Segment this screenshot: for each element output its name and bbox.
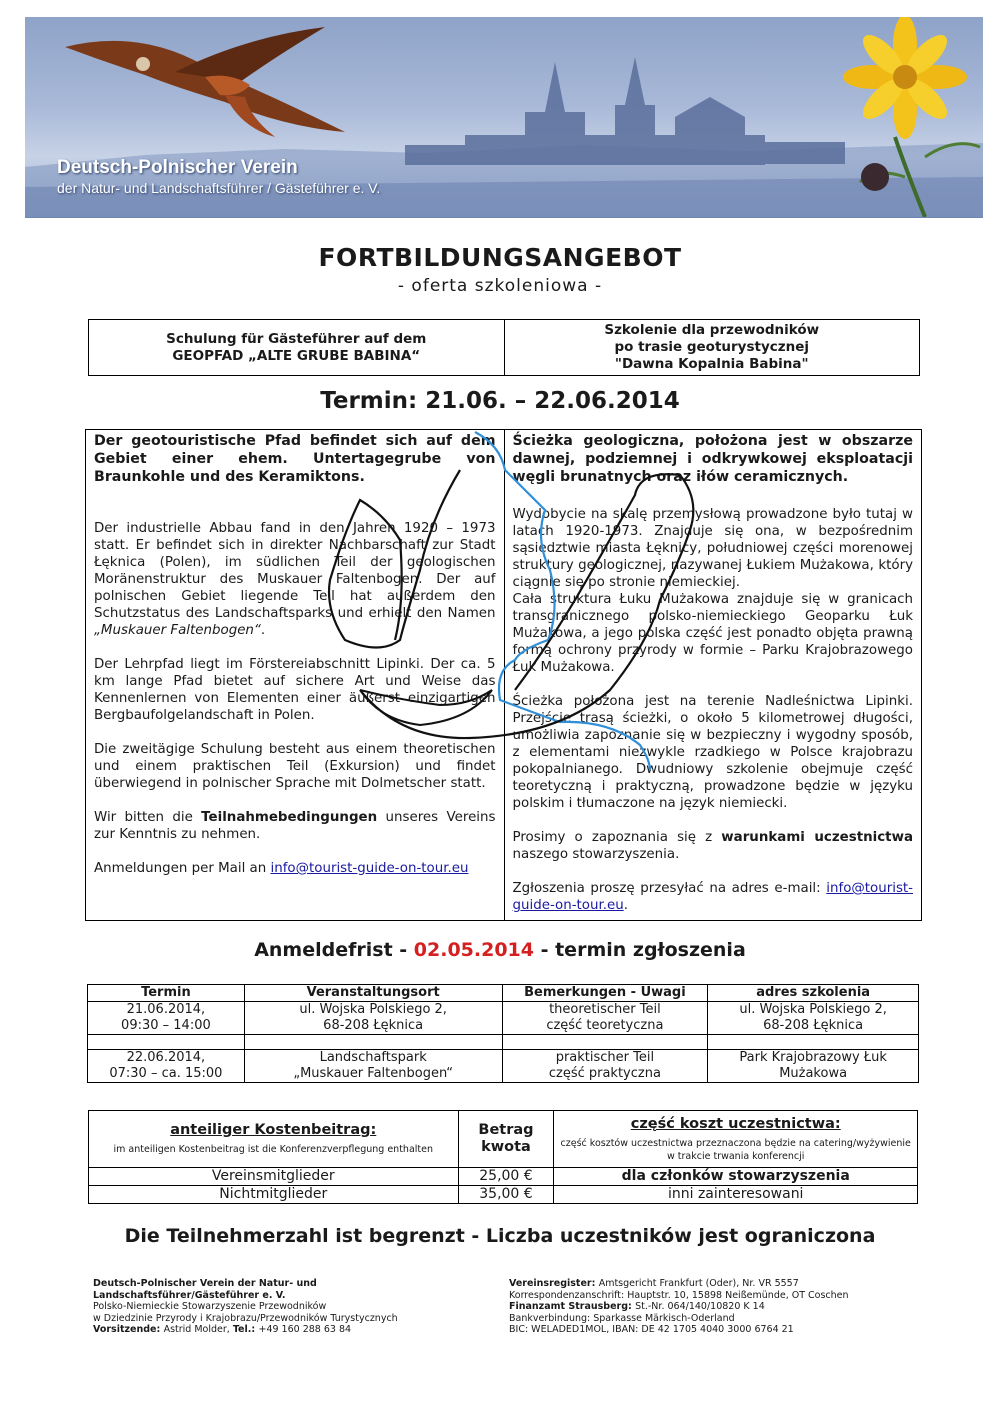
- footer-line: Vereinsregister: Amtsgericht Frankfurt (Oder), Nr. VR 5557: [509, 1278, 799, 1289]
- column-de: [86, 430, 504, 920]
- cost-cell: Nichtmitglieder: [89, 1186, 459, 1204]
- cost-amount-header: Betrag kwota: [458, 1111, 554, 1168]
- cost-cell: 35,00 €: [458, 1186, 554, 1204]
- schedule-cell: ul. Wojska Polskiego 2, 68-208 Łęknica: [708, 1002, 919, 1035]
- footer-line: Polsko-Niemieckie Stowarzyszenie Przewodników: [93, 1301, 327, 1312]
- deadline-date: 02.05.2014: [413, 939, 534, 961]
- cost-title-pl: część koszt uczestnictwa:: [630, 1115, 841, 1132]
- footer-line: Finanzamt Strausberg: St.-Nr. 064/140/10820 K 14: [509, 1301, 765, 1312]
- cost-cell: Vereinsmitglieder: [89, 1168, 459, 1186]
- pl-paragraph-5: Zgłoszenia proszę przesyłać na adres e-mail: info@tourist-guide-on-tour.eu.: [512, 881, 913, 913]
- cost-note-de: im anteiligen Kostenbeitrag ist die Konferenzverpflegung enthalten: [113, 1144, 433, 1155]
- cost-header-row: [89, 1111, 918, 1168]
- schedule-header: Bemerkungen - Uwagi: [502, 985, 708, 1002]
- pl-lead: Ścieżka geologiczna, położona jest w obszarze dawnej, podziemnej i odkrywkowej eksploatacji węgli brunatnych oraz iłów ceramicznych.: [512, 433, 913, 485]
- header-banner: [25, 17, 983, 218]
- registration-deadline: Anmeldefrist - 02.05.2014 - termin zgłoszenia: [254, 939, 746, 961]
- schedule-header: Veranstaltungsort: [244, 985, 502, 1002]
- de-conditions: Teilnahmebedingungen: [201, 810, 378, 825]
- footer-line: Landschaftsführer/Gästeführer e. V.: [93, 1289, 286, 1301]
- pl-email-link[interactable]: info@tourist-guide-on-tour.eu: [512, 881, 913, 913]
- topic-box: [88, 319, 920, 376]
- de-paragraph-2: Der Lehrpfad liegt im Förstereiabschnitt Lipinki. Der ca. 5 km lange Pfad bietet auf sichere Art und Weise das Kennenlernen von Elementen einer äußerst einzigartigen Bergbaufolgelandschaft in Polen.: [94, 657, 496, 723]
- de-paragraph-4: Wir bitten die Teilnahmebedingungen unseres Vereins zur Kenntnis zu nehmen.: [94, 810, 496, 842]
- de-paragraph-1: Der industrielle Abbau fand in den Jahren 1920 – 1973 statt. Er befindet sich in direkter Nachbarschaft zur Stadt Łęknica (Polen), im südlichen Teil der geologischen Moränenstruktur des Muskauer Faltenbogen. Der auf polnischen Gebiet liegende Teil hat außerdem den Schutzstatus des Landschaftsparks und erhielt den Namen „Muskauer Faltenbogen“.: [94, 521, 496, 638]
- schedule-cell: Landschaftspark „Muskauer Faltenbogen“: [244, 1050, 502, 1083]
- cost-table: [88, 1110, 918, 1204]
- schedule-cell: praktischer Teil część praktyczna: [502, 1050, 708, 1083]
- cost-header-pl: [554, 1111, 918, 1168]
- table-row: [89, 1186, 918, 1204]
- pl-conditions: warunkami uczestnictwa: [721, 830, 913, 845]
- page-subtitle: - oferta szkoleniowa -: [397, 276, 603, 296]
- schedule-table: [87, 984, 919, 1083]
- banner-subtitle: der Natur- und Landschaftsführer / Gästeführer e. V.: [57, 180, 381, 196]
- castle-skyline-icon: [405, 57, 845, 165]
- topic-de: Schulung für Gästeführer auf dem GEOPFAD „ALTE GRUBE BABINA“: [89, 320, 505, 375]
- de-lead: Der geotouristische Pfad befindet sich auf dem Gebiet einer ehem. Untertagegrube von Braunkohle und des Keramiktons.: [94, 433, 496, 485]
- schedule-cell: 22.06.2014, 07:30 – ca. 15:00: [88, 1050, 245, 1083]
- table-row: [89, 1168, 918, 1186]
- cost-note-pl: część kosztów uczestnictwa przeznaczona będzie na catering/wyżywienie w trakcie trwania konferencji: [560, 1137, 911, 1162]
- table-row: [88, 1050, 919, 1083]
- column-pl: [504, 430, 922, 920]
- table-row: [88, 1002, 919, 1035]
- schedule-header: Termin: [88, 985, 245, 1002]
- cost-header-de: [89, 1111, 459, 1168]
- banner-title: Deutsch-Polnischer Verein: [57, 157, 298, 178]
- schedule-cell: theoretischer Teil część teoretyczna: [502, 1002, 708, 1035]
- footer-line: BIC: WELADED1MOL, IBAN: DE 42 1705 4040 3000 6764 21: [509, 1324, 794, 1335]
- footer-line: Bankverbindung: Sparkasse Märkisch-Oderland: [509, 1312, 735, 1324]
- schedule-header-row: [88, 985, 919, 1002]
- de-paragraph-5: Anmeldungen per Mail an info@tourist-guide-on-tour.eu: [94, 861, 469, 876]
- pl-paragraph-4: Prosimy o zapoznania się z warunkami uczestnictwa naszego stowarzyszenia.: [512, 830, 913, 862]
- footer-line: Vorsitzende: Astrid Molder, Tel.: +49 160 288 63 84: [93, 1324, 352, 1335]
- cost-cell: 25,00 €: [458, 1168, 554, 1186]
- table-spacer-row: [88, 1035, 919, 1050]
- footer-right: [509, 1278, 849, 1336]
- footer-line: Deutsch-Polnischer Verein der Natur- und: [93, 1278, 317, 1289]
- red-kite-bird-icon: [65, 27, 345, 137]
- de-park-name: „Muskauer Faltenbogen“: [94, 623, 261, 638]
- pl-paragraph-1: Wydobycie na skalę przemysłową prowadzone było tutaj w latach 1920-1973. Znajduje się ona, w bezpośrednim sąsiedztwie miasta Łęknicy, południowej części morenowej struktury geologicznej, nazywanej Łukiem Mużakowa, który ciągnie się po stronie niemieckiej.: [512, 507, 913, 590]
- pl-paragraph-2: Cała struktura Łuku Mużakowa znajduje się w granicach transgranicznego polsko-niemieckiego Geoparku Łuk Mużakowa, a jego polska część jest ponadto objęta prawną formą ochrony przyrody w formie – Parku Krajobrazowego Łuk Mużakowa.: [512, 592, 913, 675]
- schedule-cell: Park Krajobrazowy Łuk Mużakowa: [708, 1050, 919, 1083]
- schedule-header: adres szkolenia: [708, 985, 919, 1002]
- de-paragraph-3: Die zweitägige Schulung besteht aus einem theoretischen und einem praktischen Teil (Exkursion) und findet überwiegend in polnischer Sprache mit Dolmetscher statt.: [94, 742, 496, 791]
- cost-cell: dla członków stowarzyszenia: [554, 1168, 918, 1186]
- footer-line: w Dziedzinie Przyrody i Krajobrazu/Przewodników Turystycznych: [93, 1312, 398, 1324]
- de-email-link[interactable]: info@tourist-guide-on-tour.eu: [270, 861, 469, 876]
- description-box: [85, 429, 922, 921]
- page-title: FORTBILDUNGSANGEBOT: [318, 243, 682, 272]
- topic-pl: Szkolenie dla przewodników po trasie geoturystycznej "Dawna Kopalnia Babina": [604, 322, 820, 372]
- participant-limit: Die Teilnehmerzahl ist begrenzt - Liczba uczestników jest ograniczona: [124, 1225, 876, 1247]
- footer-line: Korrespondenzanschrift: Hauptstr. 10, 15898 Neißemünde, OT Coschen: [509, 1289, 849, 1301]
- footer-left: [93, 1278, 398, 1336]
- schedule-cell: 21.06.2014, 09:30 – 14:00: [88, 1002, 245, 1035]
- cost-title-de: anteiliger Kostenbeitrag:: [170, 1122, 377, 1138]
- schedule-cell: ul. Wojska Polskiego 2, 68-208 Łęknica: [244, 1002, 502, 1035]
- cost-cell: inni zainteresowani: [554, 1186, 918, 1204]
- termin-heading: Termin: 21.06. – 22.06.2014: [320, 388, 680, 414]
- pl-paragraph-3: Ścieżka położona jest na terenie Nadleśnictwa Lipinki. Przejście trasą ścieżki, o około 5 kilometrowej długości, umożliwia zapoznanie się w bezpieczny i wygodny sposób, z elementami niezwykle rzadkiego w Polsce krajobrazu pokopalnianego. Dwudniowy szkolenie obejmuje część teoretyczną i praktyczną, prowadzone będzie w języku polskim i tłumaczone na język niemiecki.: [512, 694, 913, 811]
